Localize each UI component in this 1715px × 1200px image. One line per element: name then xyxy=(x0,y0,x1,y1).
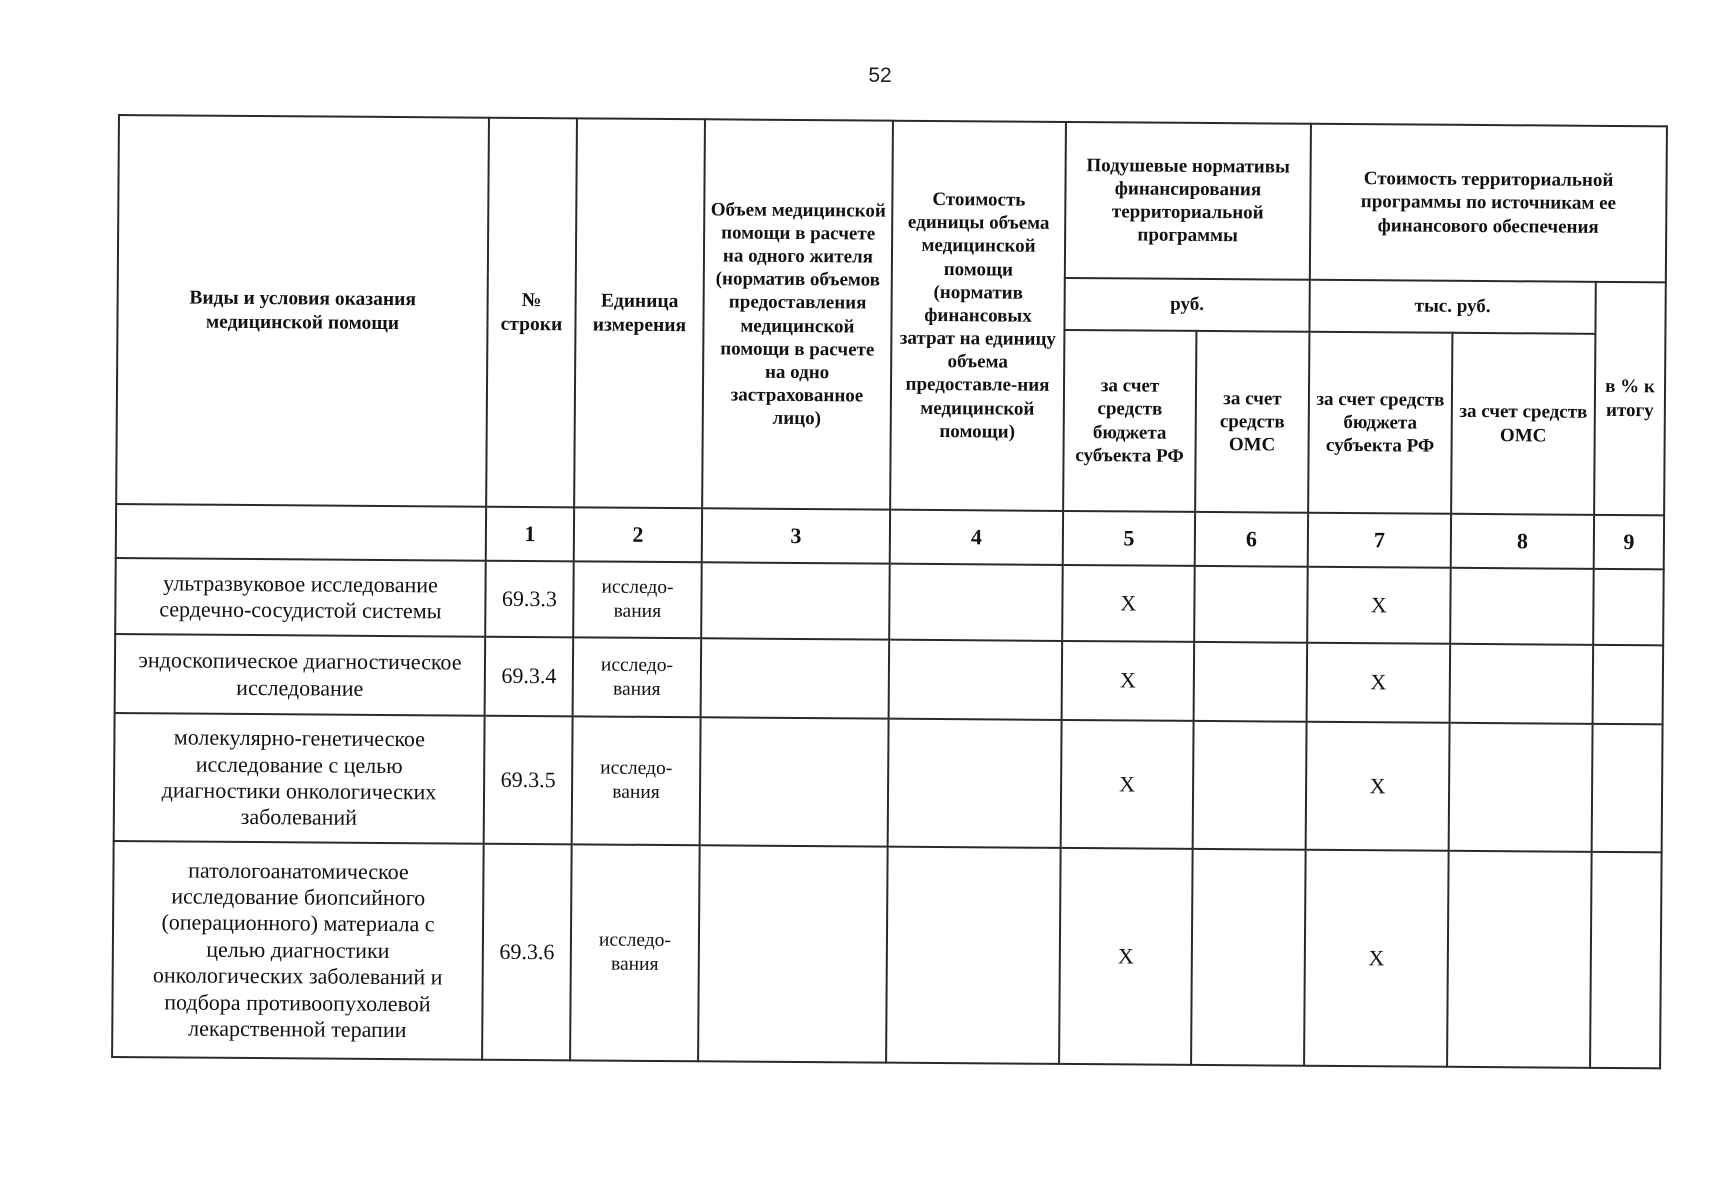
row-number-cell: 69.3.6 xyxy=(482,844,572,1061)
column-number xyxy=(116,504,486,561)
volume-cell xyxy=(701,562,890,639)
volume-cell xyxy=(698,845,888,1062)
financing-table xyxy=(111,114,1668,1069)
unit-cell: исследо-вания xyxy=(572,716,701,845)
unit-cell: исследо-вания xyxy=(573,637,702,717)
table-row xyxy=(115,634,1664,724)
budget-thousand-rub-cell: Х xyxy=(1304,850,1449,1067)
budget-rub-cell: Х xyxy=(1062,641,1195,721)
unit-cost-cell xyxy=(889,640,1063,720)
oms-thousand-rub-cell xyxy=(1447,851,1592,1068)
row-number-cell: 69.3.3 xyxy=(485,561,574,638)
oms-rub-cell xyxy=(1194,642,1308,722)
budget-thousand-rub-cell: Х xyxy=(1307,643,1451,723)
header-budget-thousand-rub: за счет средств бюджета субъекта РФ xyxy=(1308,332,1452,514)
column-number: 1 xyxy=(486,507,574,562)
care-type-cell: молекулярно-генетическое исследование с целью диагностики онкологических заболеваний xyxy=(114,713,485,844)
header-unit-cost-norm: Стоимость единицы объема медицинской помощи (норматив финансовых затрат на единицу объема предоставле-ния медицинской помощи) xyxy=(890,121,1066,511)
volume-cell xyxy=(701,638,890,718)
column-number: 8 xyxy=(1451,514,1594,569)
header-type-of-care: Виды и условия оказания медицинской помощи xyxy=(116,115,489,507)
oms-rub-cell xyxy=(1191,849,1306,1066)
header-unit-thousand-rub: тыс. руб. xyxy=(1309,280,1595,334)
budget-rub-cell: Х xyxy=(1062,565,1195,642)
header-volume-norm: Объем медицинской помощи в расчете на одного жителя (норматив объемов предоставления медицинской помощи в расчете на одно застрахованное лицо) xyxy=(702,119,893,509)
header-program-cost: Стоимость территориальной программы по источникам ее финансового обеспечения xyxy=(1310,124,1667,283)
care-type-cell: патологоанатомическое исследование биопсийного (операционного) материала с целью диагностики онкологических заболеваний и подбора противоопухолевой лекарственной терапии xyxy=(112,841,484,1060)
oms-thousand-rub-cell xyxy=(1450,568,1594,645)
row-number-cell: 69.3.4 xyxy=(485,637,574,717)
budget-thousand-rub-cell: Х xyxy=(1306,722,1450,851)
header-row-number: № строки xyxy=(486,118,577,508)
column-number: 6 xyxy=(1195,512,1308,567)
column-number: 3 xyxy=(702,508,890,563)
percent-cell xyxy=(1590,852,1662,1069)
header-unit-rub: руб. xyxy=(1064,278,1309,332)
column-number: 7 xyxy=(1308,513,1451,568)
table-row xyxy=(112,841,1662,1068)
oms-rub-cell xyxy=(1194,566,1308,643)
unit-cost-cell xyxy=(889,564,1063,641)
care-type-cell: эндоскопическое диагностическое исследование xyxy=(115,634,486,716)
oms-thousand-rub-cell xyxy=(1449,723,1593,852)
budget-rub-cell: Х xyxy=(1061,720,1194,849)
table-row xyxy=(114,713,1663,852)
column-number: 2 xyxy=(574,507,702,562)
unit-cell: исследо-вания xyxy=(573,561,702,638)
unit-cell: исследо-вания xyxy=(570,844,700,1061)
care-type-cell: ультразвуковое исследование сердечно-сосудистой системы xyxy=(115,558,486,637)
column-number: 9 xyxy=(1594,515,1664,570)
percent-cell xyxy=(1592,724,1663,853)
header-oms-rub: за счет средств ОМС xyxy=(1195,331,1309,513)
page-number: 52 xyxy=(868,64,892,87)
header-budget-rub: за счет средств бюджета субъекта РФ xyxy=(1063,330,1196,512)
budget-thousand-rub-cell: Х xyxy=(1307,567,1451,644)
column-number: 4 xyxy=(890,510,1063,565)
volume-cell xyxy=(700,717,889,846)
financing-table-sheet xyxy=(111,114,1668,1069)
column-number: 5 xyxy=(1063,511,1195,566)
percent-cell xyxy=(1593,569,1664,646)
header-unit-of-measure: Единица измерения xyxy=(574,118,705,508)
header-oms-thousand-rub: за счет средств ОМС xyxy=(1451,333,1595,515)
oms-thousand-rub-cell xyxy=(1450,644,1594,724)
header-per-capita-norms: Подушевые нормативы финансирования территориальной программы xyxy=(1065,122,1311,280)
row-number-cell: 69.3.5 xyxy=(484,716,573,845)
percent-cell xyxy=(1593,645,1664,725)
table-row xyxy=(115,558,1664,645)
unit-cost-cell xyxy=(888,719,1062,848)
header-percent-of-total: в % к итогу xyxy=(1594,282,1666,516)
oms-rub-cell xyxy=(1193,721,1307,850)
unit-cost-cell xyxy=(886,847,1061,1064)
budget-rub-cell: Х xyxy=(1059,848,1193,1065)
